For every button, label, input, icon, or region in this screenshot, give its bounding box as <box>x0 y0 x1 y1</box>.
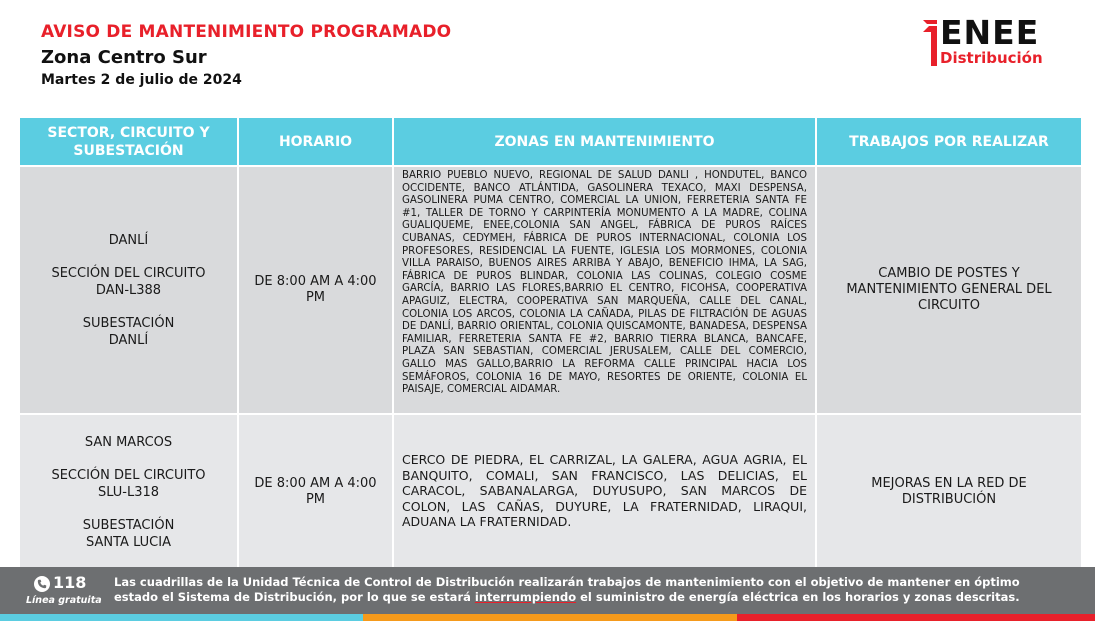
table-row <box>20 166 1082 414</box>
zones-cell: CERCO DE PIEDRA, EL CARRIZAL, LA GALERA, AGUA AGRIA, EL BANQUITO, COMALI, SAN FRANCISCO, LAS DELICIAS, EL CARACOL, SABANALARGA, DUYUSUPO, SAN MARCOS DE COLON, LAS CAÑAS, DUYURE, LA FRATERNIDAD, LIRAQUI, ADUANA LA FRATERNIDAD. <box>393 414 816 570</box>
notice-header <box>41 22 451 88</box>
substation-name: DANLÍ <box>108 332 149 348</box>
zones-cell: BARRIO PUEBLO NUEVO, REGIONAL DE SALUD DANLI , HONDUTEL, BANCO OCCIDENTE, BANCO ATLÁNTIDA, GASOLINERA TEXACO, MAXI DESPENSA, GASOLINERA PUMA CENTRO, COMERCIAL LA UNION, FERRETERIA SANTA FE #1, TALLER DE TORNO Y CARPINTERÍA MONUMENTO A LA MADRE, COLINA GUALIQUEME, ENEE,COLONIA SAN ANGEL, FÁBRICA DE PUROS RAÍCES CUBANAS, CEDYMEH, FÁBRICA DE PUROS INTERNACIONAL, COLONIA LOS PROFESORES, RESIDENCIAL LA FUENTE, IGLESIA LOS MORMONES, COLONIA VILLA PARAISO, BUENOS AIRES ARRIBA Y ABAJO, BENEFICIO IHMA, LA SAG, FÁBRICA DE PUROS BLINDAR, COLONIA LAS COLINAS, COLEGIO COSME GARCÍA, BARRIO LAS FLORES,BARRIO EL CENTRO, FICOHSA, COOPERATIVA APAGUIZ, ELECTRA, COOPERATIVA SAN MARQUEÑA, CALLE DEL CANAL, COLONIA LOS ARCOS, COLONIA LA CAÑADA, PILAS DE FILTRACIÓN DE AGUAS DE DANLÍ, BARRIO ORIENTAL, COLONIA QUISCAMONTE, BANADESA, DESPENSA FAMILIAR, FERRETERIA SANTA FE #2, BARRIO TIERRA BLANCA, BANCAFE, PLAZA SAN SEBASTIAN, COMERCIAL JERUSALEM, CALLE DEL COMERCIO, GALLO MAS GALLO,BARRIO LA REFORMA CALLE PRINCIPAL HACIA LOS SEMÁFOROS, COLONIA 16 DE MAYO, RESORTES DE ORIENTE, COLONIA EL PAISAJE, COMERCIAL AIDAMAR. <box>393 166 816 414</box>
logo-subtitle: Distribución <box>940 49 1043 67</box>
sector-name: DANLÍ <box>108 232 149 248</box>
sector-cell <box>20 166 238 414</box>
logo-brand: ENEE <box>940 13 1040 52</box>
zone-title: Zona Centro Sur <box>41 47 207 68</box>
circuit-label: SECCIÓN DEL CIRCUITO <box>51 265 206 281</box>
stripe-orange <box>363 614 737 621</box>
circuit-label: SECCIÓN DEL CIRCUITO <box>51 467 206 483</box>
hotline-label: Línea gratuita <box>26 595 102 606</box>
notice-title: AVISO DE MANTENIMIENTO PROGRAMADO <box>41 22 452 42</box>
header-horario: HORARIO <box>238 118 393 166</box>
sector-name: SAN MARCOS <box>84 434 173 450</box>
notice-date: Martes 2 de julio de 2024 <box>41 72 242 88</box>
header-zonas: ZONAS EN MANTENIMIENTO <box>393 118 816 166</box>
works-cell: MEJORAS EN LA RED DE DISTRIBUCIÓN <box>816 414 1082 570</box>
enee-logo-mark-icon <box>923 20 939 66</box>
substation-name: SANTA LUCIA <box>86 534 171 550</box>
sector-cell <box>20 414 238 570</box>
footer-text-end: el suministro de energía eléctrica en los horarios y zonas descritas. <box>576 590 1020 604</box>
table-header-row <box>20 118 1082 166</box>
schedule-cell: DE 8:00 AM A 4:00 PM <box>238 166 393 414</box>
schedule-cell: DE 8:00 AM A 4:00 PM <box>238 414 393 570</box>
phone-icon <box>34 576 50 592</box>
substation-label: SUBESTACIÓN <box>82 517 175 533</box>
stripe-red <box>737 614 1095 621</box>
footer-bar <box>0 567 1095 614</box>
stripe-cyan <box>0 614 363 621</box>
footer-notice <box>114 575 1064 605</box>
maintenance-table <box>20 118 1083 571</box>
header-sector: SECTOR, CIRCUITO Y SUBESTACIÓN <box>20 118 238 166</box>
circuit-code: DAN-L388 <box>95 282 162 298</box>
substation-label: SUBESTACIÓN <box>82 315 175 331</box>
table-row <box>20 414 1082 570</box>
works-cell: CAMBIO DE POSTES Y MANTENIMIENTO GENERAL DEL CIRCUITO <box>816 166 1082 414</box>
footer-text-start: Las cuadrillas de la Unidad Técnica de Control de Distribución realizarán trabajos de mantenimiento con el objetivo de mantener en óptimo estado el Sistema de Distribución, por lo que se estará <box>114 575 1020 604</box>
enee-logo <box>920 13 1080 70</box>
hotline-number: 118 <box>53 573 87 592</box>
header-trabajos: TRABAJOS POR REALIZAR <box>816 118 1082 166</box>
footer-text-underlined: interrumpiendo <box>474 590 577 604</box>
circuit-code: SLU-L318 <box>97 484 160 500</box>
